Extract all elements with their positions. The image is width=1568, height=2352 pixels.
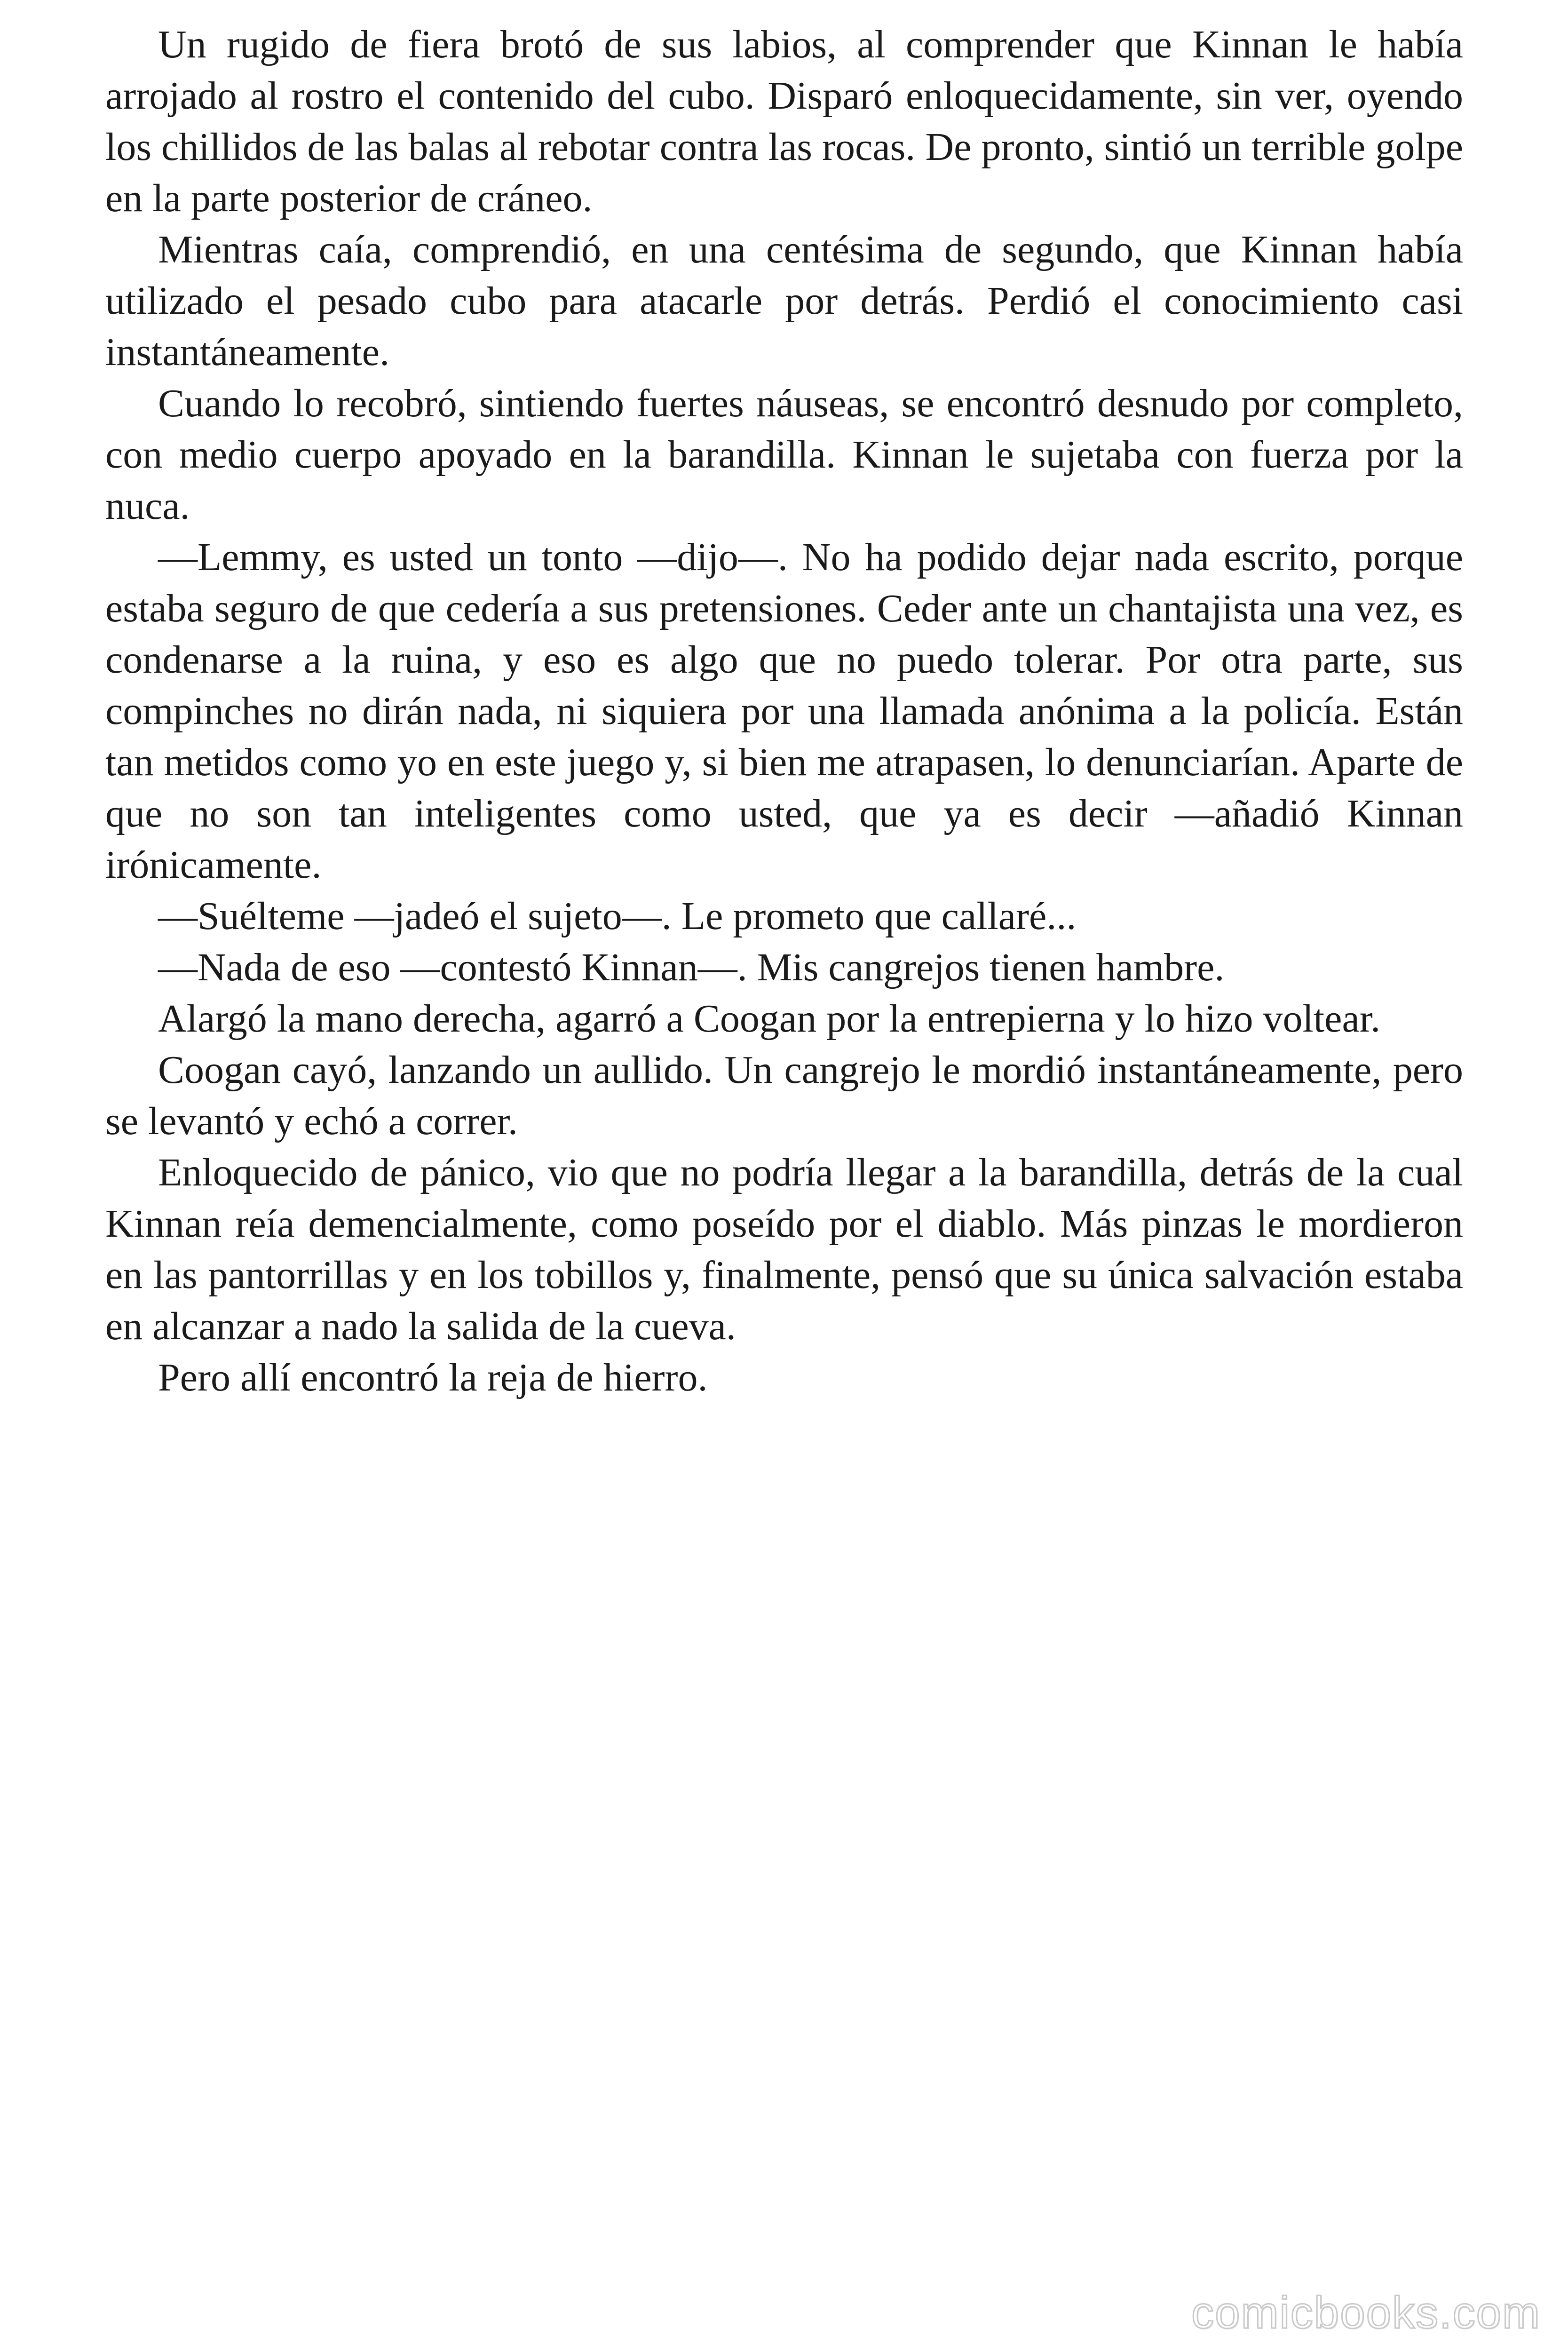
paragraph-4: —Lemmy, es usted un tonto —dijo—. No ha podido dejar nada escrito, porque estaba seguro de que cedería a sus pretensiones. Ceder ante un chantajista una vez, es condenarse a la ruina, y eso es algo que no puedo tolerar. Por otra parte, sus compinches no dirán nada, ni siquiera por una llamada anónima a la policía. Están tan metidos como yo en este juego y, si bien me atrapasen, lo denunciarían. Aparte de que no son tan inteligentes como usted, que ya es decir —añadió Kinnan irónicamente.	[105, 535, 1463, 887]
paragraph-1: Un rugido de fiera brotó de sus labios, al comprender que Kinnan le había arrojado al rostro el contenido del cubo. Disparó enloquecidamente, sin ver, oyendo los chillidos de las balas al rebotar contra las rocas. De pronto, sintió un terrible golpe en la parte posterior de cráneo.	[105, 23, 1463, 220]
page-body	[105, 19, 1463, 1403]
paragraph-8: Coogan cayó, lanzando un aullido. Un cangrejo le mordió instantáneamente, pero se levantó y echó a correr.	[105, 1048, 1463, 1143]
paragraph-5: —Suélteme —jadeó el sujeto—. Le prometo que callaré...	[158, 894, 1077, 938]
paragraph-6: —Nada de eso —contestó Kinnan—. Mis cangrejos tienen hambre.	[158, 946, 1225, 989]
paragraph-10: Pero allí encontró la reja de hierro.	[158, 1356, 708, 1399]
watermark: comicbooks.com	[1191, 2288, 1541, 2338]
paragraph-9: Enloquecido de pánico, vio que no podría llegar a la barandilla, detrás de la cual Kinnan reía demencialmente, como poseído por el diablo. Más pinzas le mordieron en las pantorrillas y en los tobillos y, finalmente, pensó que su única salvación estaba en alcanzar a nado la salida de la cueva.	[105, 1151, 1463, 1348]
paragraph-3: Cuando lo recobró, sintiendo fuertes náuseas, se encontró desnudo por completo, con medio cuerpo apoyado en la barandilla. Kinnan le sujetaba con fuerza por la nuca.	[105, 381, 1463, 528]
paragraph-7: Alargó la mano derecha, agarró a Coogan por la entrepierna y lo hizo voltear.	[158, 997, 1381, 1041]
paragraph-2: Mientras caía, comprendió, en una centésima de segundo, que Kinnan había utilizado el pesado cubo para atacarle por detrás. Perdió el conocimiento casi instantáneamente.	[105, 228, 1463, 374]
